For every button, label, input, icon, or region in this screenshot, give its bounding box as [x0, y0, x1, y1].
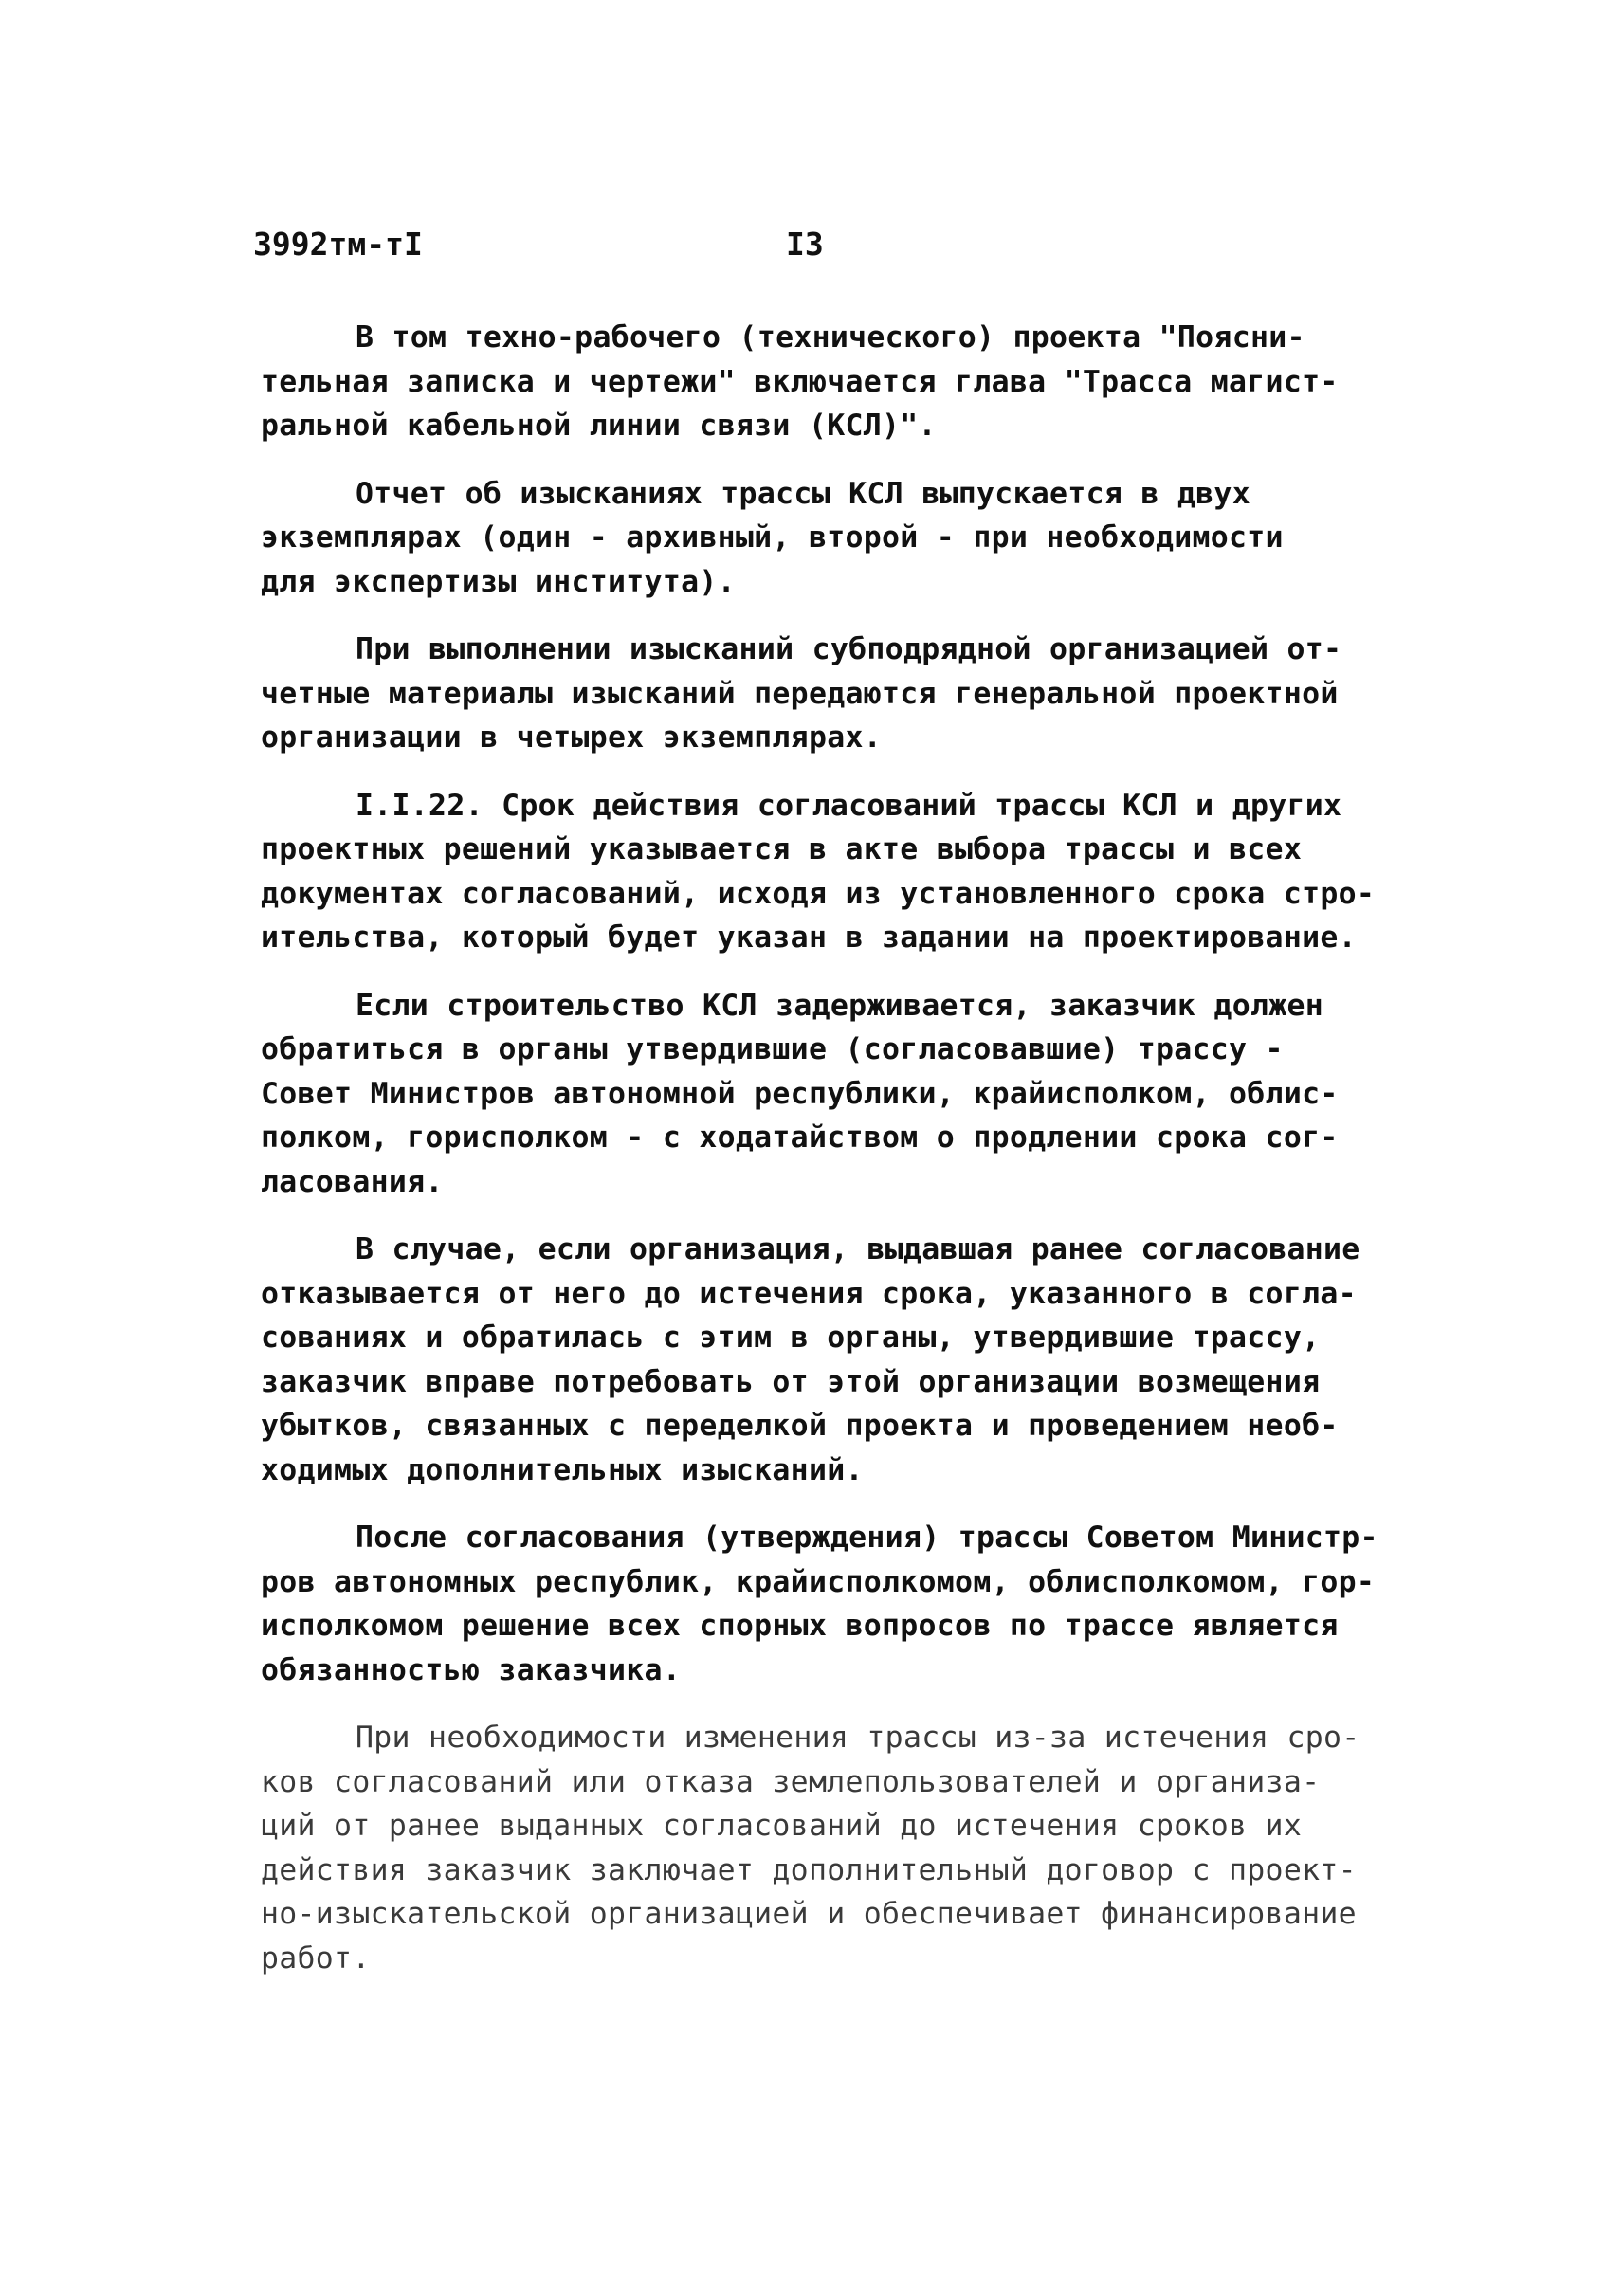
text-line: После согласования (утверждения) трассы Советом Министр-	[356, 1521, 1378, 1555]
page-header	[253, 226, 1391, 273]
text-line: исполкомом решение всех спорных вопросов по трассе является	[261, 1609, 1339, 1643]
text-line: четные материалы изысканий передаются генеральной проектной	[261, 676, 1339, 711]
text-line: но-изыскательской организацией и обеспечивает финансирование	[261, 1897, 1357, 1931]
text-line: сованиях и обратилась с этим в органы, утвердившие трассу,	[261, 1321, 1321, 1355]
text-line: работ.	[261, 1940, 371, 1976]
text-line: убытков, связанных с переделкой проекта и проведением необ-	[261, 1409, 1339, 1443]
text-line: I.I.22. Срок действия согласований трассы КСЛ и других	[356, 788, 1342, 823]
text-line: ков согласований или отказа землепользователей и организа-	[261, 1764, 1321, 1799]
text-line: отказывается от него до истечения срока, указанного в согла-	[261, 1276, 1357, 1311]
text-line: для экспертизы института).	[261, 564, 736, 599]
paragraph	[261, 1228, 1389, 1492]
paragraph	[261, 784, 1389, 960]
page-number: I3	[786, 226, 824, 263]
text-line: Отчет об изысканиях трассы КСЛ выпускается в двух	[356, 476, 1250, 511]
paragraph	[261, 628, 1389, 760]
text-line: тельная записка и чертежи" включается глава "Трасса магист-	[261, 364, 1339, 399]
paragraph	[261, 1716, 1389, 1980]
text-line: организации в четырех экземплярах.	[261, 720, 882, 755]
text-line: действия заказчик заключает дополнительный договор с проект-	[261, 1852, 1357, 1887]
text-line: обратиться в органы утвердившие (согласовавшие) трассу -	[261, 1032, 1284, 1066]
text-line: Совет Министров автономной республики, крайисполком, облис-	[261, 1076, 1339, 1111]
text-line: ров автономных республик, крайисполкомом, облисполкомом, гор-	[261, 1564, 1376, 1599]
text-line: заказчик вправе потребовать от этой организации возмещения	[261, 1364, 1321, 1399]
paragraph	[261, 316, 1389, 448]
text-line: В случае, если организация, выдавшая ранее согласование	[356, 1232, 1360, 1266]
body-text	[261, 316, 1389, 2004]
document-code: 3992тм-тI	[253, 226, 423, 263]
text-line: экземплярах (один - архивный, второй - при необходимости	[261, 520, 1284, 555]
text-line: полком, горисполком - с ходатайством о продлении срока сог-	[261, 1120, 1339, 1155]
text-line: Если строительство КСЛ задерживается, заказчик должен	[356, 988, 1324, 1023]
text-line: ласования.	[261, 1164, 444, 1199]
paragraph	[261, 984, 1389, 1205]
text-line: обязанностью заказчика.	[261, 1652, 682, 1687]
text-line: ций от ранее выданных согласований до истечения сроков их	[261, 1809, 1303, 1843]
text-line: документах согласований, исходя из установленного срока стро-	[261, 876, 1376, 911]
text-line: В том техно-рабочего (технического) проекта "Поясни-	[356, 320, 1305, 355]
text-line: ральной кабельной линии связи (КСЛ)".	[261, 409, 937, 443]
text-line: ительства, который будет указан в задании на проектирование.	[261, 920, 1357, 955]
text-line: При выполнении изысканий субподрядной организацией от-	[356, 632, 1342, 666]
text-line: При необходимости изменения трассы из-за истечения сро-	[356, 1721, 1360, 1755]
text-line: проектных решений указывается в акте выбора трассы и всех	[261, 832, 1303, 866]
paragraph	[261, 472, 1389, 605]
paragraph	[261, 1516, 1389, 1692]
text-line: ходимых дополнительных изысканий.	[261, 1452, 864, 1487]
